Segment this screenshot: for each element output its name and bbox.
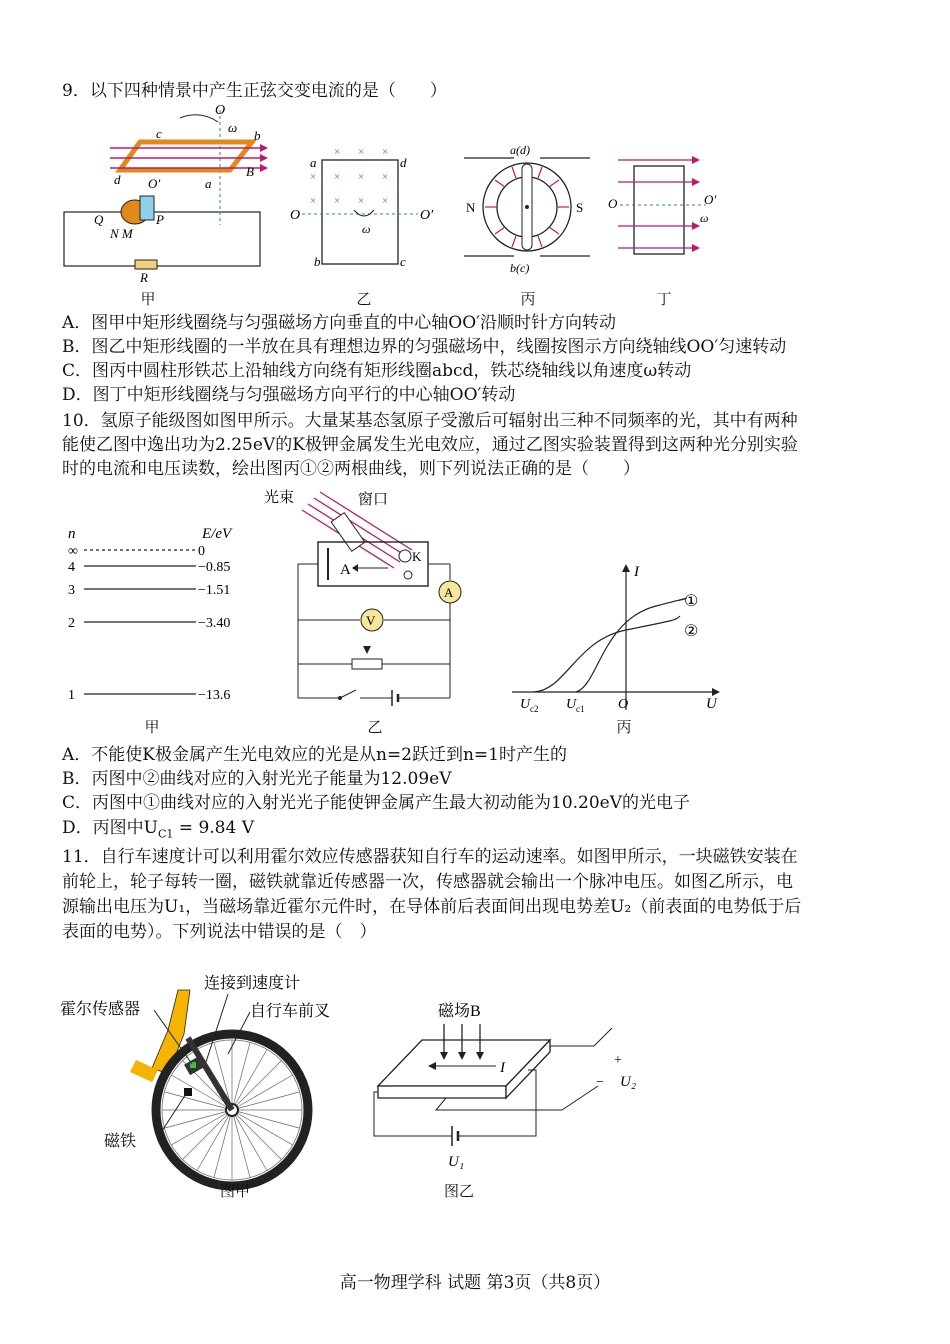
wheel-spoke xyxy=(164,1110,232,1128)
jia-label-d: d xyxy=(114,172,121,187)
voltmeter-label: V xyxy=(366,613,376,628)
iv-U-label: U xyxy=(706,696,717,712)
q11-caption-jia: 图甲 xyxy=(219,1182,250,1200)
hall-field-label: 磁场B xyxy=(438,1003,481,1020)
q11-stem-2: 前轮上，轮子每转一圈，磁铁就靠近传感器一次，传感器就会输出一个脉冲电压。如图乙所示，电 xyxy=(62,872,793,892)
bike-speedometer-label: 连接到速度计 xyxy=(204,975,301,992)
wheel-spoke xyxy=(171,1110,232,1145)
wheel-spoke xyxy=(232,1075,293,1110)
bike-sensor-label: 霍尔传感器 xyxy=(60,1001,141,1018)
q9-option-c: C．图丙中圆柱形铁芯上沿轴线方向绕有矩形线圈abcd，铁芯绕轴线以角速度ω转动 xyxy=(62,361,692,381)
jia-label-B: B xyxy=(246,164,254,179)
q10-option-c: C．丙图中①曲线对应的入射光光子能使钾金属产生最大初动能为10.20eV的光电子 xyxy=(62,793,691,813)
wheel-spoke xyxy=(232,1110,267,1171)
q10-option-a: A．不能使K极金属产生光电效应的光是从n=2跃迁到n=1时产生的 xyxy=(62,745,567,765)
energy-level-n: 3 xyxy=(68,583,75,598)
jia-label-omega: ω xyxy=(228,120,238,135)
wheel-spoke xyxy=(232,1110,250,1178)
wheel-spoke xyxy=(232,1061,281,1110)
yi-label-b: b xyxy=(314,254,321,269)
energy-level-E: −1.51 xyxy=(198,583,231,598)
q10-iv-graph xyxy=(506,560,736,716)
q9-fig-bing xyxy=(460,140,595,280)
jia-label-O: O xyxy=(215,103,226,118)
ding-label-O: O xyxy=(608,196,618,211)
q11-stem-1: 11．自行车速度计可以利用霍尔效应传感器获知自行车的运动速率。如图甲所示，一块磁铁安装在 xyxy=(62,847,798,867)
wheel-spoke xyxy=(214,1110,232,1178)
hall-U2-label: U₂ xyxy=(620,1074,637,1090)
yi-label-a: a xyxy=(310,155,317,170)
hall-I-label: I xyxy=(500,1060,505,1076)
energy-level-n: 4 xyxy=(68,560,75,575)
energy-E-label: E/eV xyxy=(202,526,232,542)
iv-Uc1-sub: c1 xyxy=(576,704,585,714)
ding-label-Op: O′ xyxy=(704,192,717,207)
q11-stem-4: 表面的电势）。下列说法中错误的是（ ） xyxy=(62,922,377,942)
q10-caption-bing: 丙 xyxy=(616,718,632,736)
iv-origin-label: O xyxy=(618,697,629,712)
q9-option-d: D．图丁中矩形线圈绕与匀强磁场方向平行的中心轴OO′转动 xyxy=(62,385,516,405)
svg-text:×: × xyxy=(310,171,317,183)
yi-label-c: c xyxy=(400,254,406,269)
ammeter-label: A xyxy=(444,585,454,600)
bike-fork-label: 自行车前叉 xyxy=(250,1003,331,1020)
energy-n-label: n xyxy=(68,526,76,542)
apparatus-K-label: K xyxy=(412,549,422,564)
energy-level-n: ∞ xyxy=(68,544,78,559)
svg-text:×: × xyxy=(358,195,365,207)
wheel-spoke xyxy=(232,1110,293,1145)
wheel-spoke xyxy=(232,1110,281,1159)
iv-curve-2 xyxy=(534,616,680,692)
q11-hall-figure xyxy=(366,990,656,1176)
q10-caption-jia: 甲 xyxy=(144,718,160,736)
svg-text:×: × xyxy=(358,171,365,183)
q9-caption-bing: 丙 xyxy=(520,290,536,308)
q9-fig-yi xyxy=(288,140,448,275)
q9-caption-jia: 甲 xyxy=(140,290,156,308)
bing-label-bottom: b(c) xyxy=(510,261,530,275)
svg-text:×: × xyxy=(334,171,341,183)
bing-label-S: S xyxy=(576,200,584,215)
iv-I-label: I xyxy=(634,564,639,580)
jia-label-Op: O′ xyxy=(148,176,161,191)
wheel-spoke xyxy=(183,1110,232,1159)
wheel-spoke xyxy=(232,1110,300,1128)
yi-label-d: d xyxy=(400,155,407,170)
svg-text:×: × xyxy=(310,195,317,207)
yi-label-Op: O′ xyxy=(420,208,434,223)
apparatus-beam-label: 光束 xyxy=(264,490,295,506)
bing-label-top: a(d) xyxy=(510,143,530,157)
svg-text:×: × xyxy=(382,195,389,207)
iv-Uc2-sub: c2 xyxy=(530,704,539,714)
energy-level-n: 1 xyxy=(68,688,75,703)
wheel-spoke xyxy=(232,1049,267,1110)
q10-stem-2: 能使乙图中逸出功为2.25eV的K极钾金属发生光电效应，通过乙图实验装置得到这两种光分别实验 xyxy=(62,435,798,455)
jia-label-P: P xyxy=(156,212,164,227)
svg-text:×: × xyxy=(358,146,365,158)
q9-option-a: A．图甲中矩形线圈绕与匀强磁场方向垂直的中心轴OO′沿顺时针方向转动 xyxy=(62,313,617,333)
jia-label-c: c xyxy=(156,126,162,141)
q9-stem: 9．以下四种情景中产生正弦交变电流的是（ ） xyxy=(62,81,447,101)
svg-text:×: × xyxy=(382,146,389,158)
bing-label-N: N xyxy=(466,200,476,215)
q9-caption-yi: 乙 xyxy=(356,290,372,308)
apparatus-A-label: A xyxy=(340,562,351,578)
jia-label-R: R xyxy=(140,270,148,285)
iv-Uc2-label: U xyxy=(520,697,531,712)
q10-option-d: D．丙图中$U_{C1} = 9.84$ V xyxy=(62,818,254,841)
q11-bike-figure xyxy=(60,964,360,1210)
q9-fig-jia xyxy=(60,100,270,310)
q11-stem-3: 源输出电压为U₁，当磁场靠近霍尔元件时，在导体前后表面间出现电势差U₂（前表面的电势低于后 xyxy=(62,897,802,917)
q9-fig-ding xyxy=(606,150,726,270)
wheel-spoke xyxy=(232,1092,300,1110)
svg-text:×: × xyxy=(382,171,389,183)
bike-magnet-label: 磁铁 xyxy=(104,1133,137,1150)
hall-minus-label: − xyxy=(596,1075,604,1090)
yi-label-omega: ω xyxy=(362,222,371,236)
jia-label-b: b xyxy=(254,128,261,143)
energy-level-E: −0.85 xyxy=(198,560,231,575)
q9-option-b: B．图乙中矩形线圈的一半放在具有理想边界的匀强磁场中，线圈按图示方向绕轴线OO′匀速转动 xyxy=(62,337,787,357)
energy-level-E: −13.6 xyxy=(198,688,231,703)
jia-label-a: a xyxy=(205,176,212,191)
ding-label-omega: ω xyxy=(700,211,709,225)
q10-caption-yi: 乙 xyxy=(367,718,383,736)
wheel-spoke xyxy=(197,1110,232,1171)
energy-level-E: −3.40 xyxy=(198,616,231,631)
q10-option-b: B．丙图中②曲线对应的入射光光子能量为12.09eV xyxy=(62,769,452,789)
energy-level-n: 2 xyxy=(68,616,75,631)
iv-curve-2-label: ② xyxy=(684,623,699,640)
hall-plus-label: + xyxy=(614,1053,622,1068)
q9-caption-ding: 丁 xyxy=(656,290,672,308)
yi-label-O: O xyxy=(290,208,301,223)
iv-curve-1-label: ① xyxy=(684,593,699,610)
apparatus-window-label: 窗口 xyxy=(358,492,389,508)
q10-stem-1: 10．氢原子能级图如图甲所示。大量某基态氢原子受激后可辐射出三种不同频率的光，其中有两种 xyxy=(62,411,798,431)
svg-text:×: × xyxy=(334,146,341,158)
svg-text:×: × xyxy=(334,195,341,207)
jia-label-Q: Q xyxy=(94,212,104,227)
q11-caption-yi: 图乙 xyxy=(443,1182,474,1200)
q10-energy-diagram xyxy=(60,520,260,710)
q10-stem-3: 时的电流和电压读数，绘出图丙①②两根曲线，则下列说法正确的是（ ） xyxy=(62,459,640,479)
page-footer: 高一物理学科 试题 第3页（共8页） xyxy=(339,1273,611,1293)
iv-Uc1-label: U xyxy=(566,697,577,712)
wheel-spoke xyxy=(232,1042,250,1110)
hall-U1-label: U₁ xyxy=(448,1154,465,1170)
jia-label-NM: N M xyxy=(110,226,133,241)
q10-apparatus xyxy=(260,484,480,714)
energy-level-E: 0 xyxy=(198,544,205,559)
